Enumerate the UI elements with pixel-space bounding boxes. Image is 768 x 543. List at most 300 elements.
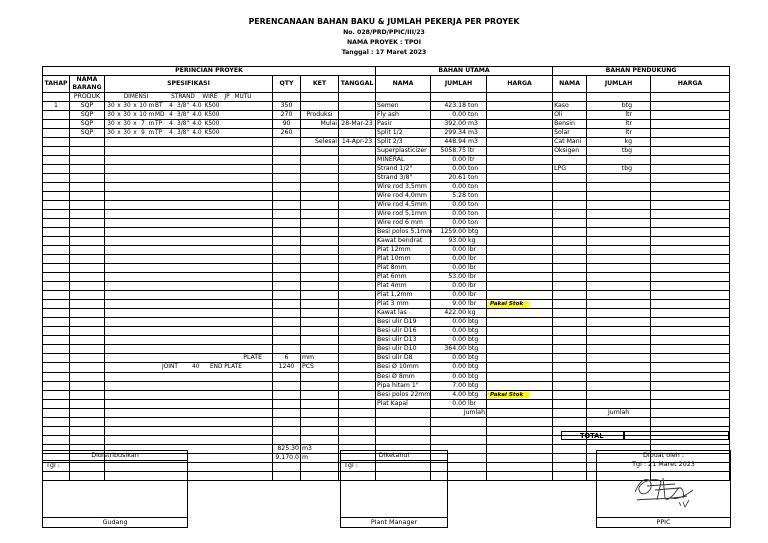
table-row: [43, 291, 730, 300]
cell-ket: [301, 327, 339, 336]
cell-qty: [273, 264, 301, 273]
cell-produk: [70, 426, 105, 435]
cell-qty: 260: [273, 129, 301, 138]
material-name: Split 2/3: [376, 138, 431, 147]
spec-part: x: [117, 130, 121, 137]
material-name: Pipa hitam 1": [376, 381, 431, 390]
material-unit: ton: [468, 183, 479, 191]
table-row: [43, 273, 730, 282]
material-amount: 93.00: [448, 237, 467, 245]
column-nama-barang: NAMA BARANG: [70, 76, 105, 93]
material-name: Besi polos 5,1mm: [377, 228, 433, 236]
support-material-name: [553, 156, 587, 165]
cell-spesifikasi: [105, 120, 273, 129]
material-name: Besi ulir D13: [376, 336, 431, 345]
cell-spesifikasi: [105, 390, 273, 399]
material-jumlah: [431, 246, 487, 255]
material-unit: lbr: [468, 291, 477, 299]
table-row: [43, 102, 730, 111]
cell-produk: [70, 228, 105, 237]
cell-tanggal: 28-Mar-23: [339, 120, 376, 129]
signature-footer: Plant Manager: [341, 517, 447, 527]
cell-tanggal: [339, 156, 376, 165]
material-name: Besi Ø 10mm: [376, 363, 431, 372]
cell-tanggal: [339, 327, 376, 336]
table-row: [43, 129, 730, 138]
spec-part: 4: [169, 130, 173, 137]
material-harga: [487, 390, 553, 399]
column-qty: QTY: [273, 76, 301, 93]
cell-ket: [301, 264, 339, 273]
material-unit: ltr: [468, 147, 475, 155]
table-row: [43, 372, 730, 381]
material-name: Wire rod 4,5mm: [376, 201, 431, 210]
cell-qty: [273, 381, 301, 390]
cell-spesifikasi: [105, 156, 273, 165]
table-cell: [651, 192, 730, 201]
material-jumlah: [431, 201, 487, 210]
cell-tanggal: [339, 147, 376, 156]
material-harga: [487, 201, 553, 210]
material-name: Besi Ø 8mm: [376, 372, 431, 381]
table-cell: [553, 345, 587, 354]
material-unit: ton: [468, 111, 479, 119]
table-cell: [587, 237, 651, 246]
material-amount: 448.94: [444, 138, 467, 146]
material-amount: 0.00: [452, 264, 467, 272]
cell-tanggal: 14-Apr-23: [339, 138, 376, 147]
cell-spesifikasi: [105, 228, 273, 237]
table-cell: [553, 93, 587, 102]
cell-ket: [301, 219, 339, 228]
table-cell: [587, 354, 651, 363]
cell-spesifikasi: [105, 264, 273, 273]
cell-spesifikasi: [105, 399, 273, 408]
cell-tanggal: [339, 408, 376, 417]
support-material-unit: tbg: [587, 165, 651, 174]
support-material-unit: ltr: [587, 111, 651, 120]
material-amount: 0.00: [452, 318, 467, 326]
material-jumlah: [431, 147, 487, 156]
material-harga: [487, 372, 553, 381]
cell-qty: [273, 300, 301, 309]
material-name: Plat 3 mm: [376, 300, 431, 309]
joint-label: JOINT: [162, 364, 178, 371]
table-row: [43, 318, 730, 327]
material-unit: btg: [468, 381, 479, 389]
cell-qty: [273, 291, 301, 300]
group-header-pendukung: BAHAN PENDUKUNG: [553, 67, 730, 76]
column-nama: NAMA: [376, 76, 431, 93]
spec-part: K500: [204, 112, 220, 119]
cell-qty: [273, 462, 301, 471]
cell-spesifikasi: [105, 201, 273, 210]
table-cell: [651, 363, 730, 372]
cell-tahap: [43, 318, 70, 327]
table-cell: [553, 462, 587, 471]
table-cell: [587, 390, 651, 399]
cell-ket: [301, 210, 339, 219]
cell-tanggal: [339, 237, 376, 246]
cell-tahap: [43, 390, 70, 399]
subheader-wire: WIRE: [202, 94, 218, 101]
table-row: [43, 300, 730, 309]
material-amount: 0.00: [452, 165, 467, 173]
spec-part: m: [148, 103, 155, 110]
cell-ket: [301, 246, 339, 255]
cell-tahap: [43, 147, 70, 156]
material-jumlah: [431, 156, 487, 165]
table-cell: [553, 471, 587, 480]
cell-ket: [301, 282, 339, 291]
table-cell: [587, 417, 651, 426]
cell-spesifikasi: [105, 219, 273, 228]
cell-tahap: [43, 165, 70, 174]
material-harga: [487, 147, 553, 156]
material-unit: lbr: [468, 255, 477, 263]
column-spesifikasi: SPESIFIKASI: [105, 76, 273, 93]
spec-part: 30: [123, 112, 131, 119]
table-cell: [651, 210, 730, 219]
table-cell: [651, 282, 730, 291]
cell-qty: [273, 246, 301, 255]
cell-tanggal: [339, 381, 376, 390]
material-jumlah: [431, 102, 487, 111]
material-name: Plat Kapal: [376, 399, 431, 408]
cell-spesifikasi: [105, 408, 273, 417]
material-harga: [487, 399, 553, 408]
material-jumlah: [431, 300, 487, 309]
table-cell: [487, 453, 553, 462]
cell-qty: [273, 147, 301, 156]
table-cell: [587, 183, 651, 192]
material-harga: [487, 210, 553, 219]
table-cell: [651, 264, 730, 273]
spec-part: x: [117, 112, 121, 119]
total-value-cell: [624, 431, 729, 440]
material-amount: 0.00: [452, 372, 467, 380]
spec-part: 3/8": [177, 130, 189, 137]
material-name: Plat 10mm: [376, 255, 431, 264]
material-unit: btg: [468, 228, 479, 236]
column-jumlah-pendukung: JUMLAH: [587, 76, 651, 93]
table-row: [43, 174, 730, 183]
material-harga: [487, 129, 553, 138]
table-cell: [553, 417, 587, 426]
material-harga: [487, 138, 553, 147]
cell-tanggal: [339, 102, 376, 111]
cell-qty: 270: [273, 111, 301, 120]
cell-ket: [301, 147, 339, 156]
cell-ket: m3: [301, 444, 339, 453]
subheader-dimensi: DIMENSI: [123, 94, 149, 101]
support-material-harga: [651, 120, 730, 129]
table-cell: [587, 264, 651, 273]
cell-tanggal: [339, 417, 376, 426]
cell-tahap: [43, 174, 70, 183]
table-row: [43, 282, 730, 291]
column-tanggal: TANGGAL: [339, 76, 376, 93]
table-row: [43, 192, 730, 201]
table-cell: [376, 417, 431, 426]
cell-qty: [273, 426, 301, 435]
support-material-unit: ltr: [587, 120, 651, 129]
cell-tanggal: [339, 390, 376, 399]
table-cell: [487, 462, 553, 471]
material-unit: ltr: [468, 156, 475, 164]
cell-spesifikasi: [105, 183, 273, 192]
cell-qty: [273, 156, 301, 165]
signature-title: Dibuat oleh :: [642, 451, 685, 459]
table-cell: [553, 372, 587, 381]
table-cell: [651, 183, 730, 192]
spec-part: 3/8": [177, 103, 189, 110]
material-jumlah: [431, 111, 487, 120]
cell-qty: [273, 345, 301, 354]
cell-tanggal: [339, 372, 376, 381]
material-amount: 392.00: [444, 120, 467, 128]
material-amount: 53.00: [448, 273, 467, 281]
cell-ket: [301, 372, 339, 381]
cell-tahap: 1: [43, 102, 70, 111]
material-harga: [487, 174, 553, 183]
handwritten-signature: [627, 470, 702, 510]
table-cell: [651, 291, 730, 300]
table-cell: [553, 291, 587, 300]
cell-tanggal: [339, 111, 376, 120]
spec-part: 30: [123, 130, 131, 137]
table-row: [43, 345, 730, 354]
table-cell: [376, 426, 431, 435]
material-name: Split 1/2: [376, 129, 431, 138]
cell-qty: [273, 174, 301, 183]
cell-produk: SQP: [70, 129, 105, 138]
material-harga: [487, 237, 553, 246]
cell-tahap: [43, 426, 70, 435]
stock-note: Pakai Stok: [488, 301, 529, 307]
table-cell: [553, 327, 587, 336]
cell-qty: [273, 327, 301, 336]
material-name: Plat 8mm: [376, 264, 431, 273]
table-cell: [431, 426, 487, 435]
spec-part: 4.0: [192, 112, 202, 119]
table-cell: [587, 318, 651, 327]
material-amount: 0.00: [452, 255, 467, 263]
signature-title: Diketahui: [341, 451, 447, 461]
cell-ket: [301, 462, 339, 471]
material-name: Besi ulir D10: [376, 345, 431, 354]
cell-qty: [273, 435, 301, 444]
cell-tahap: [43, 372, 70, 381]
material-unit: btg: [468, 390, 479, 398]
cell-produk: [70, 291, 105, 300]
cell-produk: [70, 399, 105, 408]
column-harga: HARGA: [487, 76, 553, 93]
table-cell: [651, 336, 730, 345]
spec-part: 4.0: [192, 130, 202, 137]
material-harga: [487, 255, 553, 264]
cell-ket: [301, 183, 339, 192]
cell-spesifikasi: [105, 417, 273, 426]
cell-tahap: [43, 246, 70, 255]
material-amount: 0.00: [452, 156, 467, 164]
material-unit: ton: [468, 219, 479, 227]
support-material-name: Bensin: [553, 120, 587, 129]
document-number: No. 028/PRD/PPIC/III/23: [343, 29, 425, 36]
cell-produk: [70, 282, 105, 291]
cell-spesifikasi: [105, 138, 273, 147]
table-row: [43, 183, 730, 192]
material-harga: [487, 246, 553, 255]
material-name: Strand 3/8": [376, 174, 431, 183]
cell-tahap: [43, 291, 70, 300]
material-harga: [487, 318, 553, 327]
cell-ket: PCS: [301, 363, 339, 372]
cell-qty: [273, 273, 301, 282]
table-cell: [651, 309, 730, 318]
spec-part: 30: [123, 103, 131, 110]
subheader-jp: JP: [224, 94, 230, 101]
cell-tanggal: [339, 183, 376, 192]
signature-date: Tgl : 21 Maret 2023: [632, 460, 695, 468]
material-jumlah: [431, 210, 487, 219]
cell-ket: [301, 426, 339, 435]
cell-ket: [301, 165, 339, 174]
cell-tanggal: [339, 426, 376, 435]
signature-box-distributed: [42, 450, 188, 528]
material-amount: 364.00: [444, 345, 467, 353]
material-name: Besi ulir D16: [376, 327, 431, 336]
cell-produk: [70, 327, 105, 336]
table-cell: [651, 399, 730, 408]
table-cell: [431, 417, 487, 426]
table-cell: [587, 336, 651, 345]
material-jumlah: [431, 291, 487, 300]
joint-number: 40: [192, 364, 200, 371]
table-row: [43, 327, 730, 336]
material-name: Besi ulir D8: [376, 354, 431, 363]
cell-ket: Produksi: [301, 111, 339, 120]
material-amount: 0.00: [452, 246, 467, 254]
cell-tahap: [43, 120, 70, 129]
table-row: [43, 156, 730, 165]
material-harga: [487, 282, 553, 291]
table-row: [43, 147, 730, 156]
cell-tahap: [43, 183, 70, 192]
cell-spesifikasi: [105, 327, 273, 336]
cell-ket: [301, 201, 339, 210]
material-harga: [487, 156, 553, 165]
material-unit: btg: [468, 354, 479, 362]
cell-produk: [70, 246, 105, 255]
material-jumlah: [431, 354, 487, 363]
material-unit: ton: [468, 201, 479, 209]
column-ket: KET: [301, 76, 339, 93]
cell-produk: [70, 381, 105, 390]
spec-part: 9: [141, 130, 145, 137]
material-unit: btg: [468, 327, 479, 335]
spec-part: x: [117, 103, 121, 110]
table-cell: [651, 354, 730, 363]
cell-tanggal: [339, 210, 376, 219]
support-material-harga: [651, 147, 730, 156]
material-harga: [487, 273, 553, 282]
cell-qty: [273, 336, 301, 345]
cell-qty: 9,170.0: [273, 453, 301, 462]
cell-tanggal: [339, 228, 376, 237]
material-unit: kg: [468, 309, 476, 317]
material-amount: 1259.00: [440, 228, 467, 236]
material-harga: [487, 345, 553, 354]
table-cell: [651, 219, 730, 228]
table-cell: [587, 255, 651, 264]
stock-note: Pakai Stok: [488, 392, 529, 398]
material-amount: 0.00: [452, 201, 467, 209]
material-name: Plat 1,2mm: [376, 291, 431, 300]
signature-box-prepared: [596, 450, 731, 528]
cell-spesifikasi: [105, 165, 273, 174]
table-row: [43, 219, 730, 228]
cell-ket: [301, 237, 339, 246]
cell-ket: [301, 102, 339, 111]
cell-tahap: [43, 300, 70, 309]
spec-part: 3/8": [177, 121, 189, 128]
support-material-harga: [651, 165, 730, 174]
material-unit: ton: [468, 165, 479, 173]
spec-part: K500: [204, 121, 220, 128]
cell-spesifikasi: [105, 147, 273, 156]
cell-tanggal: [339, 336, 376, 345]
cell-produk: [70, 201, 105, 210]
cell-qty: [273, 237, 301, 246]
material-name: Fly ash: [376, 111, 431, 120]
cell-spesifikasi: [105, 336, 273, 345]
material-unit: lbr: [468, 399, 477, 407]
spec-part: K500: [204, 103, 220, 110]
cell-qty: [273, 471, 301, 480]
material-amount: 0.00: [452, 363, 467, 371]
table-cell: [651, 300, 730, 309]
material-name: Kawat las: [376, 309, 431, 318]
cell-spesifikasi: [105, 435, 273, 444]
cell-produk: [70, 300, 105, 309]
cell-tahap: [43, 255, 70, 264]
cell-produk: [70, 354, 105, 363]
material-unit: m3: [468, 138, 478, 146]
cell-qty: [273, 318, 301, 327]
cell-tahap: [43, 345, 70, 354]
material-harga: [487, 309, 553, 318]
material-amount: 423.18: [444, 102, 467, 110]
table-cell: [487, 426, 553, 435]
table-cell: [553, 282, 587, 291]
material-harga: [487, 363, 553, 372]
material-jumlah: [431, 345, 487, 354]
table-cell: [587, 174, 651, 183]
subheader-produk: PRODUK: [70, 93, 105, 102]
table-cell: [587, 246, 651, 255]
spec-part: 4.0: [192, 103, 202, 110]
cell-qty: 90: [273, 120, 301, 129]
project-name: NAMA PROYEK : TPOI: [346, 39, 421, 46]
table-cell: [587, 282, 651, 291]
table-row: [43, 165, 730, 174]
table-row: [43, 201, 730, 210]
spec-part: 30: [107, 103, 115, 110]
material-harga: [487, 291, 553, 300]
support-material-name: Oli: [553, 111, 587, 120]
spec-part: 4: [169, 112, 173, 119]
